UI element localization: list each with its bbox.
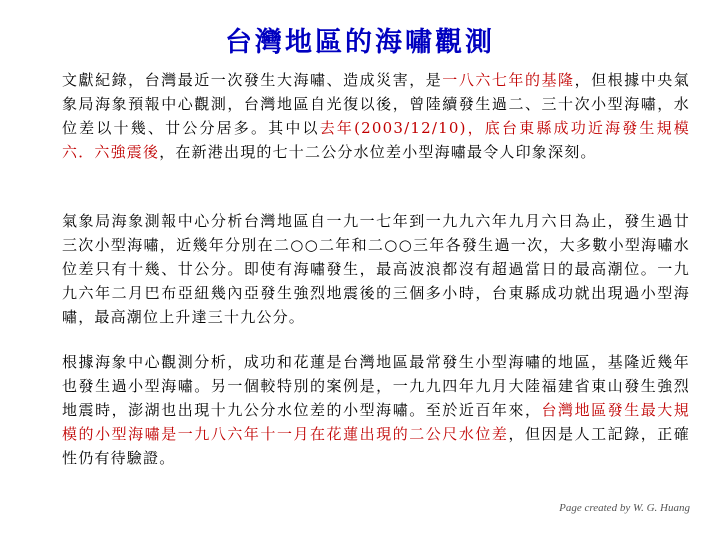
paragraph-historical-records: [62, 68, 690, 164]
text-segment: ，但根據中央氣象局海象預報中心觀測，台灣地區自光復以後，曾陸續發生過二、三十次小型海嘯，水位差以十幾、廿公分居多。其中以: [62, 71, 690, 137]
paragraph-observation-analysis: [62, 350, 690, 470]
paragraph-bureau-analysis: [62, 209, 690, 329]
page-title: 台灣地區的海嘯觀測: [225, 27, 495, 58]
text-segment: 文獻紀錄，台灣最近一次發生大海嘯、造成災害，是: [62, 71, 443, 89]
text-segment: ，在新港出現的七十二公分水位差小型海嘯最令人印象深刻。: [159, 143, 597, 161]
highlight-segment: 一八六七年的基隆: [442, 71, 575, 89]
text-segment: 氣象局海象測報中心分析台灣地區自一九一七年到一九九六年九月六日為止，發生過廿三次小型海嘯，近幾年分別在二○○二年和二○○三年各發生過一次，大多數小型海嘯水位差只有十幾、廿公分。即使有海嘯發生，最高波浪都沒有超過當日的最高潮位。一九九六年二月巴布亞紐幾內亞發生強烈地震後的三個多小時，台東縣成功就出現過小型海嘯，最高潮位上升達三十九公分。: [62, 212, 690, 326]
footer-credit: Page created by W. G. Huang: [559, 502, 690, 514]
highlight-segment: 去年(2003/12/10)，底台東縣成功近海發生規模六．六強震後: [62, 119, 690, 161]
text-segment: ，但因是人工記錄，正確性仍有待驗證。: [62, 425, 691, 467]
highlight-segment: 台灣地區發生最大規模的小型海嘯是一九八六年十一月在花蓮出現的二公尺水位差: [62, 401, 690, 443]
text-segment: 根據海象中心觀測分析，成功和花蓮是台灣地區最常發生小型海嘯的地區，基隆近幾年也發生過小型海嘯。另一個較特別的案例是，一九九四年九月大陸福建省東山發生強烈地震時，澎湖也出現十九公分水位差的小型海嘯。至於近百年來，: [62, 353, 690, 419]
